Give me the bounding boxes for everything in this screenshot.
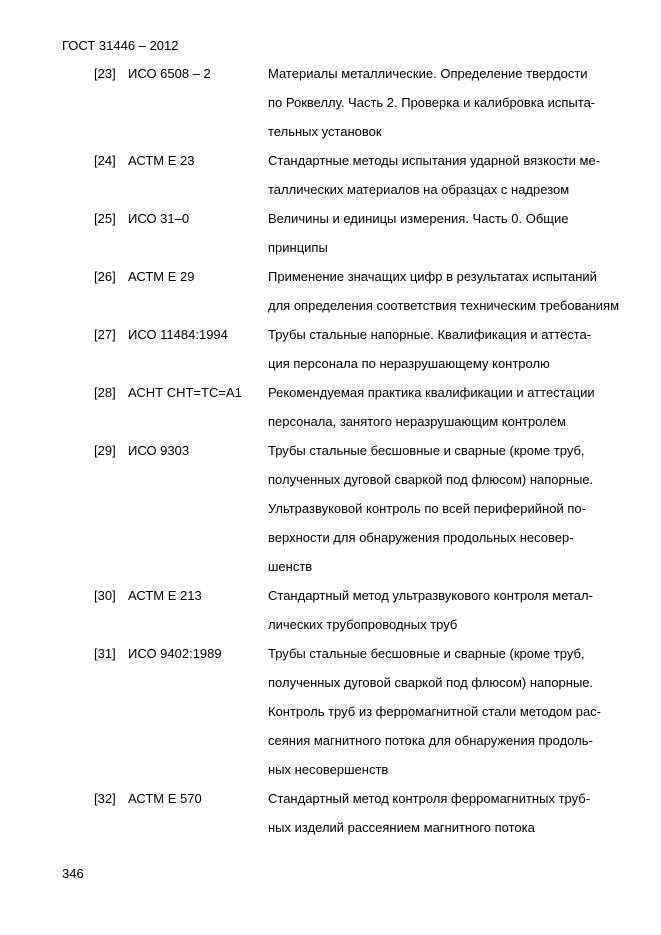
- reference-title-line: полученных дуговой сваркой под флюсом) напорные.: [268, 675, 594, 690]
- reference-number: [23]: [94, 66, 116, 81]
- reference-title-line: Рекомендуемая практика квалификации и аттестации: [268, 385, 595, 400]
- reference-title-line: персонала, занятого неразрушающим контролем: [268, 414, 566, 429]
- reference-title-line: Трубы стальные бесшовные и сварные (кроме труб,: [268, 443, 585, 458]
- reference-title-line: принципы: [268, 240, 328, 255]
- reference-title-line: полученных дуговой сваркой под флюсом) напорные.: [268, 472, 594, 487]
- reference-number: [30]: [94, 588, 116, 603]
- reference-title: [268, 378, 595, 436]
- reference-title-line: ных изделий рассеянием магнитного потока: [268, 820, 535, 835]
- reference-title-line: для определения соответствия техническим требованиям: [268, 298, 620, 313]
- reference-title-line: Применение значащих цифр в результатах испытаний: [268, 269, 597, 284]
- reference-code: ИСО 31–0: [128, 211, 190, 226]
- reference-title: [268, 639, 601, 784]
- reference-title-line: лических трубопроводных труб: [268, 617, 458, 632]
- reference-title-line: Ультразвуковой контроль по всей периферийной по-: [268, 501, 586, 516]
- reference-title: [268, 784, 590, 842]
- reference-title: [268, 146, 600, 204]
- reference-title-line: Стандартный метод контроля ферромагнитных труб-: [268, 791, 591, 806]
- reference-code: АСНТ СНТ=ТС=А1: [128, 385, 242, 400]
- reference-title-line: сеяния магнитного потока для обнаружения продоль-: [268, 733, 593, 748]
- reference-title-line: шенств: [268, 559, 313, 574]
- reference-number: [28]: [94, 385, 116, 400]
- reference-code: ИСО 9303: [128, 443, 190, 458]
- reference-title: [268, 59, 595, 146]
- reference-title-line: Материалы металлические. Определение твердости: [268, 66, 588, 81]
- reference-title-line: Величины и единицы измерения. Часть 0. Общие: [268, 211, 569, 226]
- reference-number: [25]: [94, 211, 116, 226]
- reference-title-line: тельных установок: [268, 124, 382, 139]
- reference-code: АСТМ Е 23: [128, 153, 195, 168]
- reference-title-line: Контроль труб из ферромагнитной стали методом рас-: [268, 704, 601, 719]
- reference-title-line: Стандартный метод ультразвукового контроля метал-: [268, 588, 593, 603]
- reference-number: [26]: [94, 269, 116, 284]
- reference-title: [268, 204, 568, 262]
- reference-title-line: по Роквеллу. Часть 2. Проверка и калибровка испыта-: [268, 95, 596, 110]
- reference-number: [27]: [94, 327, 116, 342]
- reference-title: [268, 320, 591, 378]
- reference-title-line: ция персонала по неразрушающему контролю: [268, 356, 550, 371]
- reference-title: [268, 581, 593, 639]
- reference-code: ИСО 11484:1994: [128, 327, 228, 342]
- page-number: 346: [62, 866, 84, 881]
- reference-title-line: Стандартные методы испытания ударной вязкости ме-: [268, 153, 601, 168]
- reference-code: ИСО 6508 – 2: [128, 66, 211, 81]
- document-header: ГОСТ 31446 – 2012: [62, 38, 179, 53]
- reference-number: [32]: [94, 791, 116, 806]
- reference-code: ИСО 9402:1989: [128, 646, 222, 661]
- reference-title-line: ных несовершенств: [268, 762, 389, 777]
- reference-title-line: верхности для обнаружения продольных несовер-: [268, 530, 574, 545]
- reference-title: [268, 436, 593, 581]
- reference-code: АСТМ Е 29: [128, 269, 195, 284]
- reference-number: [31]: [94, 646, 116, 661]
- reference-code: АСТМ Е 213: [128, 588, 202, 603]
- reference-title-line: Трубы стальные бесшовные и сварные (кроме труб,: [268, 646, 585, 661]
- reference-code: АСТМ Е 570: [128, 791, 202, 806]
- reference-number: [24]: [94, 153, 116, 168]
- reference-title-line: Трубы стальные напорные. Квалификация и аттеста-: [268, 327, 592, 342]
- reference-title-line: таллических материалов на образцах с надрезом: [268, 182, 570, 197]
- reference-title: [268, 262, 619, 320]
- reference-number: [29]: [94, 443, 116, 458]
